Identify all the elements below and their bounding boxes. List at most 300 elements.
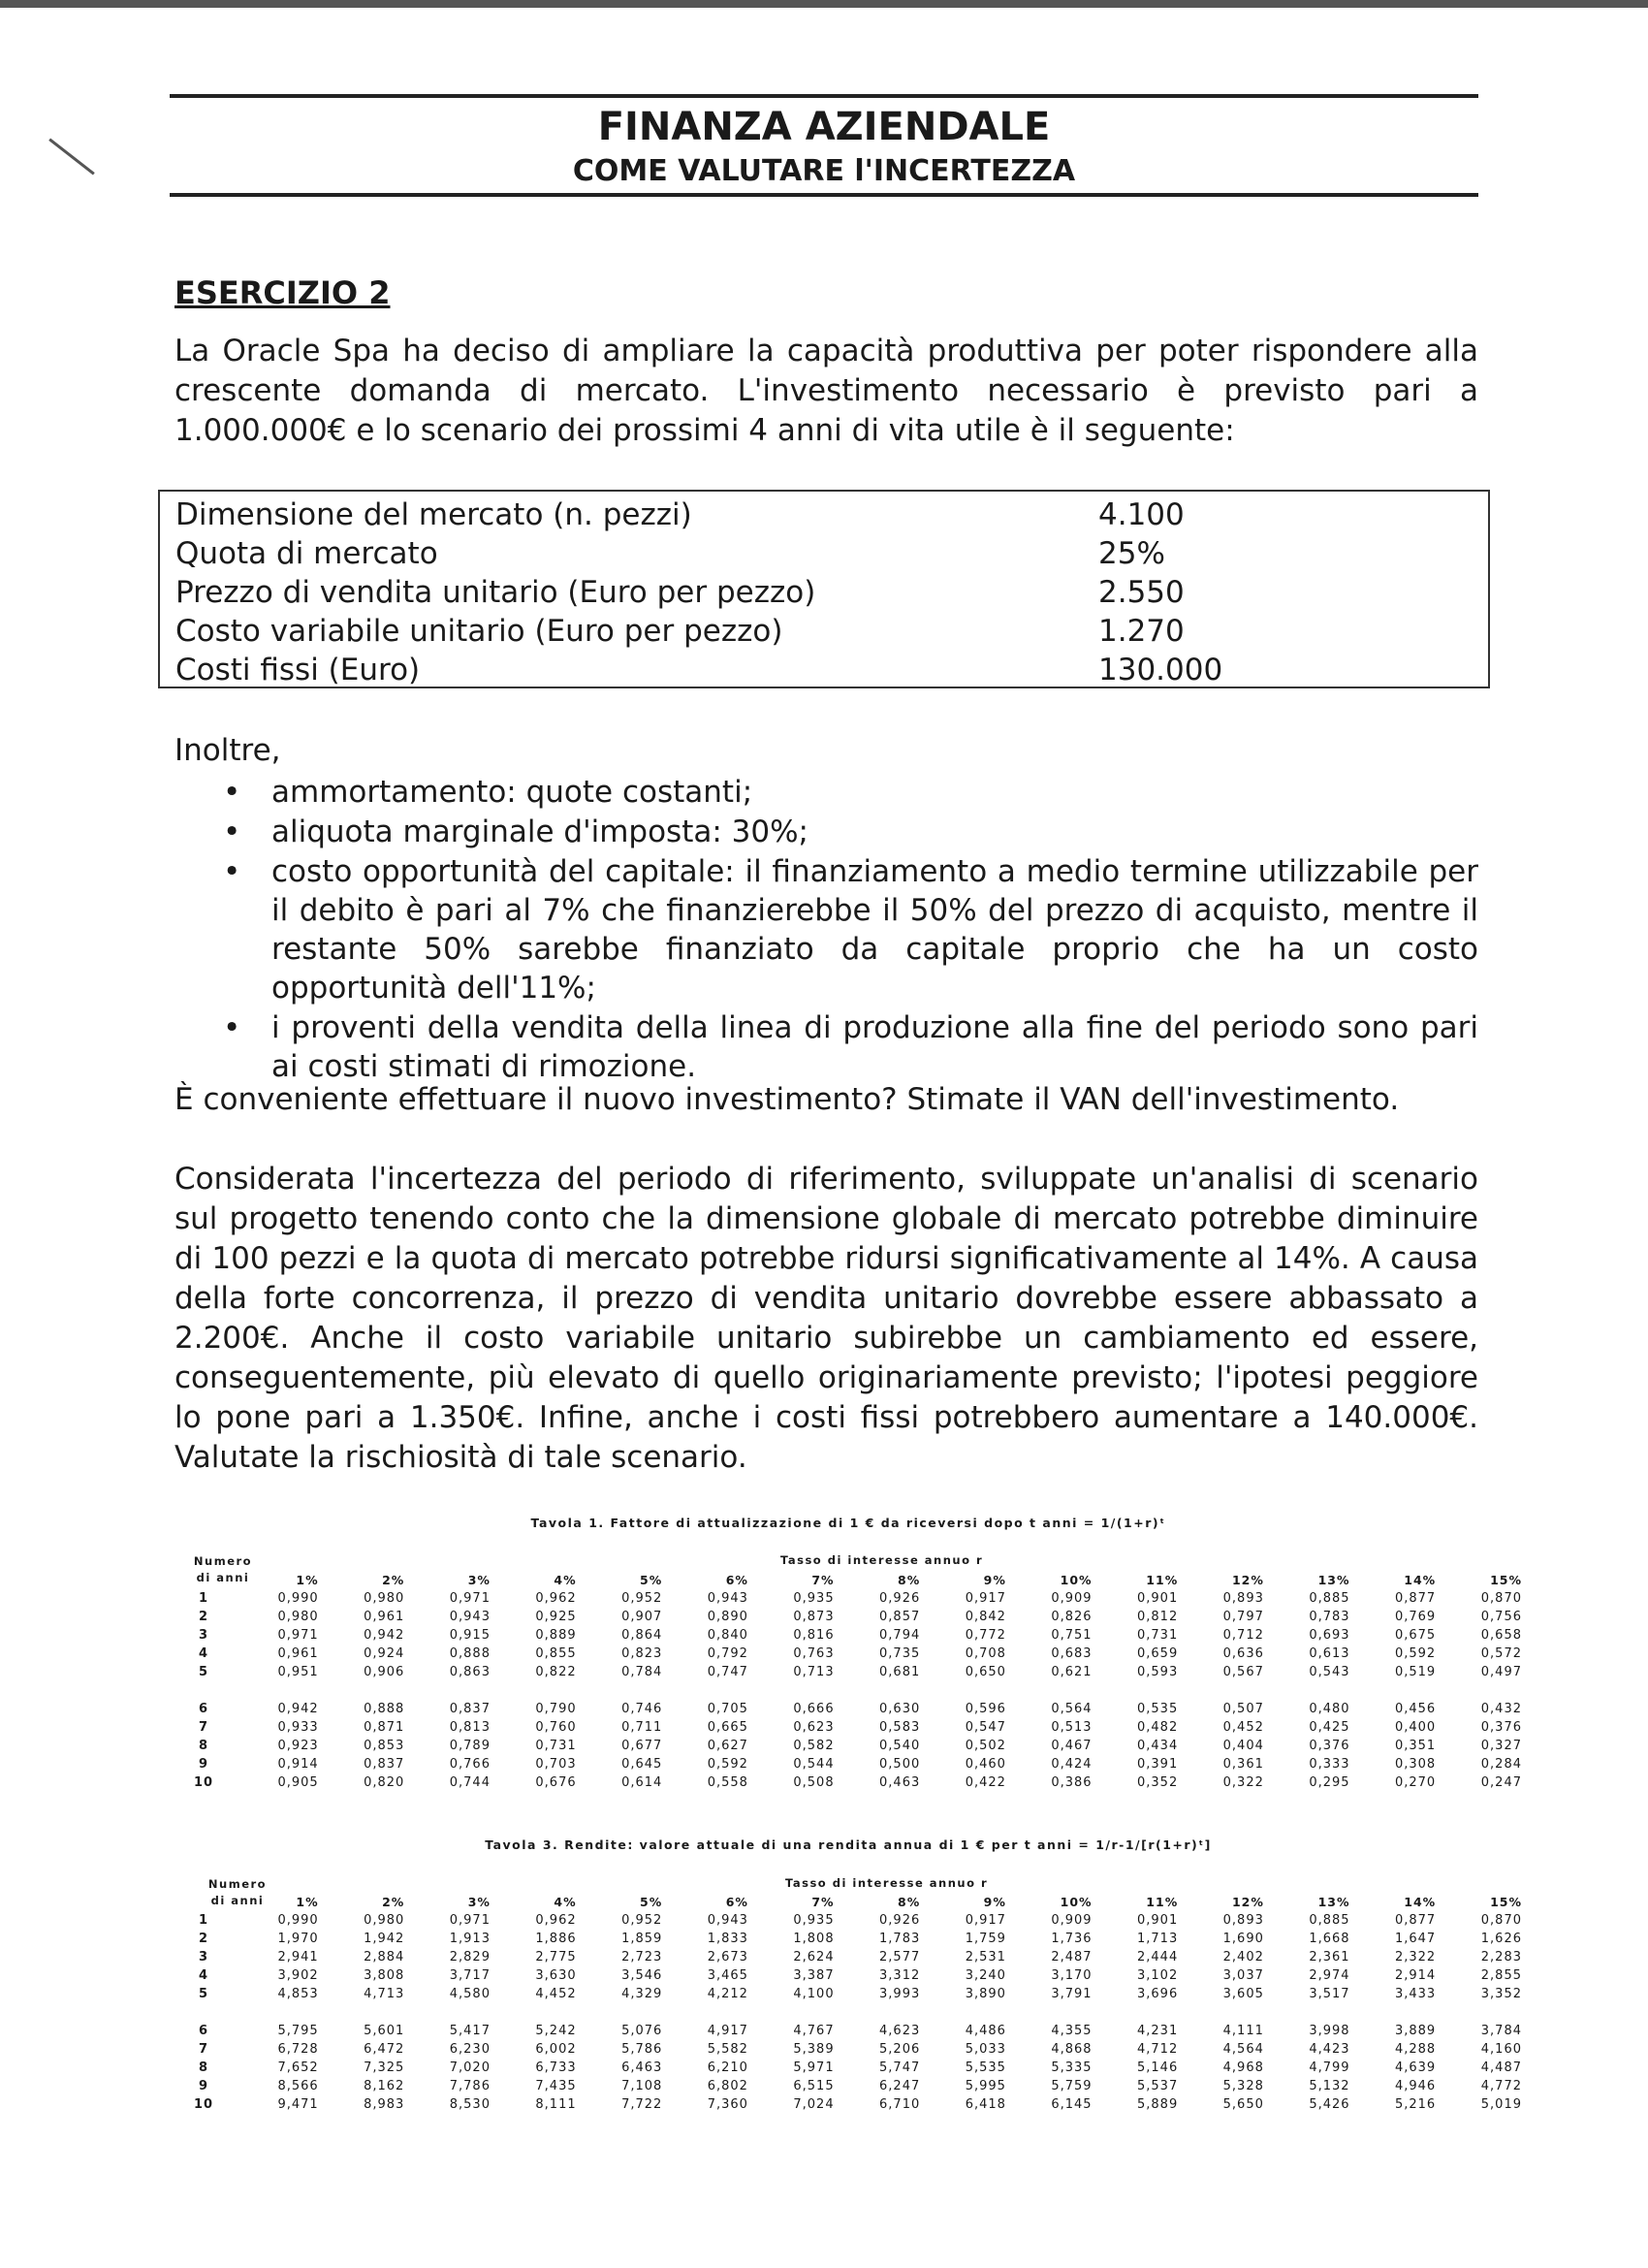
value-cell: 0,907	[621, 1610, 663, 1624]
year-cell: 2	[198, 1932, 209, 1946]
value-cell: 3,630	[535, 1968, 577, 1983]
value-cell: 0,853	[364, 1739, 405, 1753]
value-cell: 0,980	[364, 1913, 405, 1928]
parameter-value: 25%	[1098, 536, 1165, 571]
value-cell: 7,722	[621, 2097, 663, 2112]
value-cell: 6,247	[879, 2079, 921, 2093]
value-cell: 0,613	[1309, 1646, 1350, 1661]
value-cell: 4,564	[1222, 2042, 1264, 2057]
value-cell: 0,658	[1480, 1628, 1522, 1643]
value-cell: 7,108	[621, 2079, 663, 2093]
value-cell: 4,231	[1137, 2024, 1179, 2038]
value-cell: 1,626	[1480, 1932, 1522, 1946]
table-row	[174, 1645, 1522, 1663]
value-cell: 0,593	[1137, 1665, 1179, 1679]
value-cell: 0,497	[1480, 1665, 1522, 1679]
value-cell: 0,926	[879, 1913, 921, 1928]
value-cell: 0,816	[793, 1628, 835, 1643]
value-cell: 4,580	[449, 1987, 491, 2001]
value-cell: 3,352	[1480, 1987, 1522, 2001]
value-cell: 0,746	[621, 1702, 663, 1716]
table-row	[174, 1663, 1522, 1681]
rate-header-cell: 2%	[382, 1573, 405, 1587]
value-cell: 0,952	[621, 1913, 663, 1928]
value-cell: 4,917	[707, 2024, 748, 2038]
rate-header-cell: 3%	[467, 1895, 491, 1909]
value-cell: 8,530	[449, 2097, 491, 2112]
value-cell: 1,886	[535, 1932, 577, 1946]
value-cell: 5,076	[621, 2024, 663, 2038]
value-cell: 1,808	[793, 1932, 835, 1946]
table-row	[174, 2095, 1522, 2114]
year-cell: 10	[193, 2097, 214, 2112]
value-cell: 0,386	[1051, 1775, 1093, 1790]
document-subtitle: COME VALUTARE l'INCERTEZZA	[572, 154, 1076, 188]
value-cell: 4,968	[1222, 2060, 1264, 2075]
value-cell: 3,696	[1137, 1987, 1179, 2001]
value-cell: 4,639	[1394, 2060, 1437, 2075]
value-cell: 0,901	[1137, 1591, 1179, 1606]
table-row	[174, 1589, 1522, 1608]
rate-header-cell: 15%	[1490, 1573, 1522, 1587]
value-cell: 0,915	[449, 1628, 491, 1643]
value-cell: 0,376	[1309, 1739, 1350, 1753]
value-cell: 4,288	[1394, 2042, 1437, 2057]
parameter-label: Costo variabile unitario (Euro per pezzo)	[175, 614, 783, 649]
bullet-icon: •	[223, 1010, 241, 1045]
value-cell: 0,826	[1051, 1610, 1093, 1624]
value-cell: 0,623	[793, 1720, 835, 1735]
value-cell: 7,325	[364, 2060, 405, 2075]
value-cell: 0,731	[1137, 1628, 1179, 1643]
value-cell: 0,961	[277, 1646, 319, 1661]
value-cell: 0,432	[1480, 1702, 1522, 1716]
value-cell: 0,890	[707, 1610, 748, 1624]
value-cell: 0,614	[621, 1775, 663, 1790]
value-cell: 0,308	[1394, 1757, 1437, 1772]
list-item-text: costo opportunità del capitale: il finanziamento a medio termine utilizzabile per il debito è pari al 7% che finanzierebbe il 50% del prezzo di acquisto, mentre il restante 50% sarebbe finanziato da capitale proprio che ha un costo opportunità dell'11%;	[271, 854, 1478, 1006]
list-item-text: aliquota marginale d'imposta: 30%;	[271, 815, 808, 849]
value-cell: 3,791	[1051, 1987, 1093, 2001]
value-cell: 8,162	[364, 2079, 405, 2093]
value-cell: 3,902	[277, 1968, 319, 1983]
value-cell: 2,884	[364, 1950, 405, 1965]
year-cell: 9	[198, 1757, 209, 1772]
value-cell: 0,425	[1309, 1720, 1350, 1735]
value-cell: 0,322	[1222, 1775, 1264, 1790]
value-cell: 0,842	[965, 1610, 1006, 1624]
value-cell: 3,889	[1394, 2024, 1437, 2038]
value-cell: 0,270	[1394, 1775, 1437, 1790]
value-cell: 0,873	[793, 1610, 835, 1624]
value-cell: 4,853	[277, 1987, 319, 2001]
value-cell: 5,786	[621, 2042, 663, 2057]
value-cell: 0,760	[535, 1720, 577, 1735]
value-cell: 0,676	[535, 1775, 577, 1790]
value-cell: 0,812	[1137, 1610, 1179, 1624]
value-cell: 3,312	[879, 1968, 921, 1983]
value-cell: 0,400	[1394, 1720, 1437, 1735]
table-row	[174, 1911, 1522, 1930]
value-cell: 2,723	[621, 1950, 663, 1965]
value-cell: 0,693	[1309, 1628, 1350, 1643]
value-cell: 0,683	[1051, 1646, 1093, 1661]
value-cell: 0,544	[793, 1757, 835, 1772]
parameters-table	[158, 490, 1490, 688]
value-cell: 8,111	[535, 2097, 577, 2112]
value-cell: 0,837	[364, 1757, 405, 1772]
value-cell: 0,888	[449, 1646, 491, 1661]
numero-label: Numero	[207, 1877, 268, 1891]
table-row	[174, 1930, 1522, 1948]
value-cell: 0,500	[879, 1757, 921, 1772]
value-cell: 0,789	[449, 1739, 491, 1753]
header-rule-top	[170, 94, 1478, 98]
year-cell: 1	[198, 1591, 209, 1606]
value-cell: 4,212	[707, 1987, 748, 2001]
table-row	[174, 1755, 1522, 1773]
value-cell: 4,946	[1394, 2079, 1437, 2093]
value-cell: 4,329	[621, 1987, 663, 2001]
value-cell: 0,980	[364, 1591, 405, 1606]
table-row	[174, 1626, 1522, 1645]
value-cell: 5,389	[793, 2042, 835, 2057]
value-cell: 1,690	[1222, 1932, 1264, 1946]
value-cell: 3,546	[621, 1968, 663, 1983]
bullet-icon: •	[223, 775, 241, 810]
value-cell: 0,971	[449, 1591, 491, 1606]
rate-header-cell: 13%	[1317, 1895, 1350, 1909]
value-cell: 5,242	[535, 2024, 577, 2038]
value-cell: 6,802	[707, 2079, 748, 2093]
list-item-text: ammortamento: quote costanti;	[271, 775, 753, 810]
value-cell: 1,713	[1137, 1932, 1179, 1946]
rate-header-cell: 13%	[1317, 1573, 1350, 1587]
value-cell: 5,971	[793, 2060, 835, 2075]
rate-header-cell: 12%	[1231, 1573, 1264, 1587]
value-cell: 0,893	[1222, 1591, 1264, 1606]
header-cell	[174, 1571, 233, 1589]
value-cell: 1,783	[879, 1932, 921, 1946]
value-cell: 1,647	[1394, 1932, 1437, 1946]
exercise-heading: ESERCIZIO 2	[174, 274, 391, 311]
value-cell: 0,942	[364, 1628, 405, 1643]
value-cell: 7,435	[535, 2079, 577, 2093]
value-cell: 5,995	[965, 2079, 1006, 2093]
value-cell: 1,970	[277, 1932, 319, 1946]
value-cell: 0,327	[1480, 1739, 1522, 1753]
value-cell: 0,630	[879, 1702, 921, 1716]
value-cell: 5,426	[1309, 2097, 1350, 2112]
value-cell: 0,422	[965, 1775, 1006, 1790]
value-cell: 2,974	[1309, 1968, 1350, 1983]
value-cell: 5,335	[1051, 2060, 1093, 2075]
table-row	[174, 1718, 1522, 1737]
value-cell: 0,351	[1394, 1739, 1437, 1753]
value-cell: 2,361	[1309, 1950, 1350, 1965]
value-cell: 5,417	[449, 2024, 491, 2038]
value-cell: 5,328	[1222, 2079, 1264, 2093]
table-row	[174, 1966, 1522, 1985]
value-cell: 6,515	[793, 2079, 835, 2093]
value-cell: 3,170	[1051, 1968, 1093, 1983]
value-cell: 7,652	[277, 2060, 319, 2075]
value-cell: 0,909	[1051, 1913, 1093, 1928]
rate-header-cell: 7%	[811, 1573, 835, 1587]
row-spacer	[174, 1681, 1522, 1700]
value-cell: 8,566	[277, 2079, 319, 2093]
value-cell: 0,540	[879, 1739, 921, 1753]
discount-factor-table	[174, 1571, 1522, 1792]
value-cell: 6,002	[535, 2042, 577, 2057]
value-cell: 0,917	[965, 1591, 1006, 1606]
spacer-cell	[174, 2003, 1522, 2022]
value-cell: 2,402	[1222, 1950, 1264, 1965]
value-cell: 0,592	[1394, 1646, 1437, 1661]
value-cell: 5,206	[879, 2042, 921, 2057]
table3-caption: Tavola 3. Rendite: valore attuale di una rendita annua di 1 € per t anni = 1/r-1/[r(1+r)ᵗ]	[485, 1837, 1212, 1852]
value-cell: 1,759	[965, 1932, 1006, 1946]
value-cell: 0,508	[793, 1775, 835, 1790]
value-cell: 0,434	[1137, 1739, 1179, 1753]
value-cell: 0,783	[1309, 1610, 1350, 1624]
value-cell: 0,592	[707, 1757, 748, 1772]
value-cell: 6,210	[707, 2060, 748, 2075]
value-cell: 3,605	[1222, 1987, 1264, 2001]
value-cell: 0,502	[965, 1739, 1006, 1753]
value-cell: 0,971	[449, 1913, 491, 1928]
value-cell: 5,537	[1137, 2079, 1179, 2093]
value-cell: 2,829	[449, 1950, 491, 1965]
value-cell: 0,926	[879, 1591, 921, 1606]
value-cell: 0,820	[364, 1775, 405, 1790]
year-cell: 6	[198, 1702, 209, 1716]
rate-header-cell: 11%	[1146, 1573, 1179, 1587]
rate-header-cell: 3%	[467, 1573, 491, 1587]
value-cell: 8,983	[364, 2097, 405, 2112]
value-cell: 0,935	[793, 1913, 835, 1928]
table-row	[174, 1700, 1522, 1718]
value-cell: 6,230	[449, 2042, 491, 2057]
value-cell: 0,675	[1394, 1628, 1437, 1643]
value-cell: 0,352	[1137, 1775, 1179, 1790]
value-cell: 0,923	[277, 1739, 319, 1753]
value-cell: 0,747	[707, 1665, 748, 1679]
value-cell: 0,784	[621, 1665, 663, 1679]
year-cell: 5	[198, 1987, 209, 2001]
value-cell: 0,794	[879, 1628, 921, 1643]
value-cell: 0,888	[364, 1702, 405, 1716]
value-cell: 1,859	[621, 1932, 663, 1946]
row-spacer	[174, 2003, 1522, 2022]
rate-header-cell: 5%	[640, 1573, 663, 1587]
exercise-question: È conveniente effettuare il nuovo investimento? Stimate il VAN dell'investimento.	[174, 1082, 1400, 1117]
value-cell: 5,535	[965, 2060, 1006, 2075]
value-cell: 0,424	[1051, 1757, 1093, 1772]
scan-top-edge	[0, 0, 1648, 8]
value-cell: 4,712	[1137, 2042, 1179, 2057]
table-row	[174, 1773, 1522, 1792]
value-cell: 1,668	[1309, 1932, 1350, 1946]
value-cell: 0,909	[1051, 1591, 1093, 1606]
value-cell: 0,790	[535, 1702, 577, 1716]
list-item	[223, 773, 1478, 812]
value-cell: 2,673	[707, 1950, 748, 1965]
value-cell: 4,355	[1051, 2024, 1093, 2038]
value-cell: 3,387	[793, 1968, 835, 1983]
value-cell: 0,376	[1480, 1720, 1522, 1735]
value-cell: 0,951	[277, 1665, 319, 1679]
value-cell: 0,925	[535, 1610, 577, 1624]
value-cell: 5,582	[707, 2042, 748, 2057]
value-cell: 3,998	[1309, 2024, 1350, 2038]
header-cell	[174, 1893, 233, 1911]
value-cell: 0,877	[1394, 1591, 1437, 1606]
value-cell: 4,111	[1222, 2024, 1264, 2038]
value-cell: 0,731	[535, 1739, 577, 1753]
year-cell: 7	[198, 1720, 209, 1735]
bullet-icon: •	[223, 815, 241, 849]
value-cell: 3,037	[1222, 1968, 1264, 1983]
value-cell: 3,784	[1480, 2024, 1522, 2038]
table-row	[174, 1608, 1522, 1626]
value-cell: 0,295	[1309, 1775, 1350, 1790]
rate-header-cell: 9%	[983, 1573, 1006, 1587]
year-cell: 5	[198, 1665, 209, 1679]
anni-label: di anni	[196, 1571, 250, 1584]
rate-header-cell: 4%	[554, 1573, 577, 1587]
table1-caption: Tavola 1. Fattore di attualizzazione di 1 € da riceversi dopo t anni = 1/(1+r)ᵗ	[530, 1516, 1166, 1530]
value-cell: 3,808	[364, 1968, 405, 1983]
value-cell: 0,823	[621, 1646, 663, 1661]
parameter-label: Costi fissi (Euro)	[175, 653, 421, 687]
value-cell: 0,558	[707, 1775, 748, 1790]
value-cell: 0,885	[1309, 1591, 1350, 1606]
value-cell: 0,404	[1222, 1739, 1264, 1753]
value-cell: 5,019	[1480, 2097, 1522, 2112]
value-cell: 4,452	[535, 1987, 577, 2001]
rate-header-cell: 10%	[1060, 1895, 1093, 1909]
value-cell: 4,799	[1309, 2060, 1350, 2075]
value-cell: 4,100	[793, 1987, 835, 2001]
value-cell: 7,020	[449, 2060, 491, 2075]
value-cell: 0,460	[965, 1757, 1006, 1772]
rate-header-cell: 6%	[725, 1573, 748, 1587]
value-cell: 6,733	[535, 2060, 577, 2075]
value-cell: 2,487	[1051, 1950, 1093, 1965]
rate-header-cell: 10%	[1060, 1573, 1093, 1587]
value-cell: 0,924	[364, 1646, 405, 1661]
value-cell: 2,624	[793, 1950, 835, 1965]
value-cell: 0,840	[707, 1628, 748, 1643]
value-cell: 4,713	[364, 1987, 405, 2001]
value-cell: 7,360	[707, 2097, 748, 2112]
value-cell: 0,792	[707, 1646, 748, 1661]
rate-header-cell: 8%	[898, 1895, 921, 1909]
value-cell: 0,333	[1309, 1757, 1350, 1772]
rate-header-cell: 1%	[296, 1895, 319, 1909]
value-cell: 0,889	[535, 1628, 577, 1643]
value-cell: 9,471	[277, 2097, 319, 2112]
value-cell: 0,906	[364, 1665, 405, 1679]
value-cell: 2,941	[277, 1950, 319, 1965]
value-cell: 4,487	[1480, 2060, 1522, 2075]
value-cell: 0,482	[1137, 1720, 1179, 1735]
value-cell: 0,583	[879, 1720, 921, 1735]
parameter-value: 4.100	[1098, 497, 1185, 532]
rate-header-cell: 6%	[725, 1895, 748, 1909]
value-cell: 1,736	[1051, 1932, 1093, 1946]
value-cell: 0,756	[1480, 1610, 1522, 1624]
value-cell: 0,636	[1222, 1646, 1264, 1661]
value-cell: 0,547	[965, 1720, 1006, 1735]
value-cell: 5,650	[1222, 2097, 1264, 2112]
year-cell: 10	[193, 1775, 214, 1790]
table-header-row	[174, 1571, 1522, 1589]
table1-rate-header: Tasso di interesse annuo r	[780, 1553, 984, 1567]
value-cell: 0,513	[1051, 1720, 1093, 1735]
value-cell: 0,463	[879, 1775, 921, 1790]
value-cell: 0,467	[1051, 1739, 1093, 1753]
value-cell: 6,472	[364, 2042, 405, 2057]
value-cell: 0,855	[535, 1646, 577, 1661]
value-cell: 0,247	[1480, 1775, 1522, 1790]
table-row	[174, 2059, 1522, 2077]
value-cell: 2,283	[1480, 1950, 1522, 1965]
value-cell: 6,710	[879, 2097, 921, 2112]
value-cell: 5,601	[364, 2024, 405, 2038]
value-cell: 0,797	[1222, 1610, 1264, 1624]
year-cell: 8	[198, 2060, 209, 2075]
value-cell: 4,868	[1051, 2042, 1093, 2057]
value-cell: 0,863	[449, 1665, 491, 1679]
value-cell: 0,917	[965, 1913, 1006, 1928]
rate-header-cell: 1%	[296, 1573, 319, 1587]
value-cell: 0,284	[1480, 1757, 1522, 1772]
value-cell: 2,322	[1394, 1950, 1437, 1965]
rate-header-cell: 12%	[1231, 1895, 1264, 1909]
value-cell: 0,961	[364, 1610, 405, 1624]
value-cell: 5,132	[1309, 2079, 1350, 2093]
value-cell: 0,627	[707, 1739, 748, 1753]
value-cell: 0,543	[1309, 1665, 1350, 1679]
rate-header-cell: 5%	[640, 1895, 663, 1909]
value-cell: 0,933	[277, 1720, 319, 1735]
value-cell: 0,535	[1137, 1702, 1179, 1716]
list-item	[223, 852, 1478, 1007]
value-cell: 5,747	[879, 2060, 921, 2075]
table-row	[174, 2077, 1522, 2095]
table-header-row	[174, 1893, 1522, 1911]
year-cell: 2	[198, 1610, 209, 1624]
value-cell: 0,361	[1222, 1757, 1264, 1772]
value-cell: 0,870	[1480, 1913, 1522, 1928]
value-cell: 0,905	[277, 1775, 319, 1790]
value-cell: 0,914	[277, 1757, 319, 1772]
value-cell: 2,531	[965, 1950, 1006, 1965]
value-cell: 0,980	[277, 1610, 319, 1624]
value-cell: 0,870	[1480, 1591, 1522, 1606]
spacer-cell	[174, 1681, 1522, 1700]
value-cell: 0,871	[364, 1720, 405, 1735]
year-cell: 8	[198, 1739, 209, 1753]
value-cell: 0,507	[1222, 1702, 1264, 1716]
value-cell: 0,942	[277, 1702, 319, 1716]
rate-header-cell: 14%	[1404, 1573, 1437, 1587]
value-cell: 0,677	[621, 1739, 663, 1753]
annuity-table	[174, 1893, 1522, 2114]
value-cell: 4,767	[793, 2024, 835, 2038]
